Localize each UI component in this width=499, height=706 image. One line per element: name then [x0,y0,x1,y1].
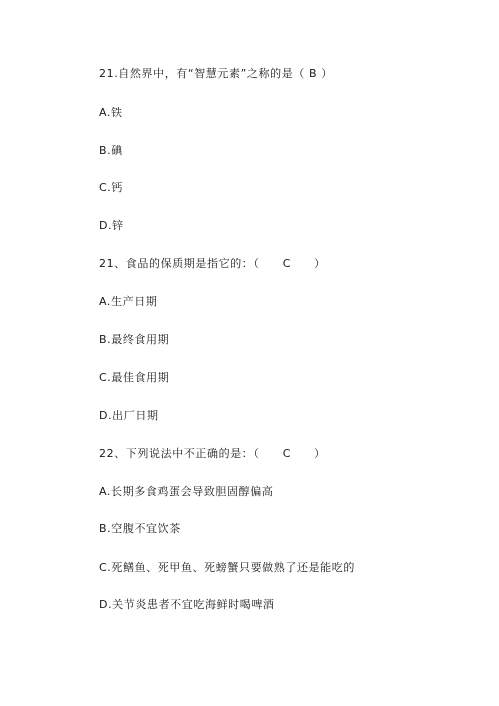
question-2-option-d: D.出厂日期 [99,409,159,422]
question-3-option-c: C.死鳝鱼、死甲鱼、死螃蟹只要做熟了还是能吃的 [99,561,355,574]
question-1-option-c: C.钙 [99,181,123,194]
question-1-option-b: B.碘 [99,144,123,157]
question-2-text: 21、食品的保质期是指它的：（ C ） [99,257,326,270]
question-1-option-d: D.锌 [99,219,124,232]
question-3-option-a: A.长期多食鸡蛋会导致胆固醇偏高 [99,485,274,498]
question-3-text: 22、下列说法中不正确的是：（ C ） [99,447,326,460]
question-2-option-c: C.最佳食用期 [99,371,170,384]
question-1-option-a: A.铁 [99,106,123,119]
question-2-option-b: B.最终食用期 [99,333,170,346]
question-1-text: 21.自然界中，有“智慧元素”之称的是（ B ） [99,67,333,80]
question-3-option-b: B.空腹不宜饮茶 [99,522,181,535]
question-2-option-a: A.生产日期 [99,295,158,308]
question-3-option-d: D.关节炎患者不宜吃海鲜时喝啤酒 [99,598,275,611]
